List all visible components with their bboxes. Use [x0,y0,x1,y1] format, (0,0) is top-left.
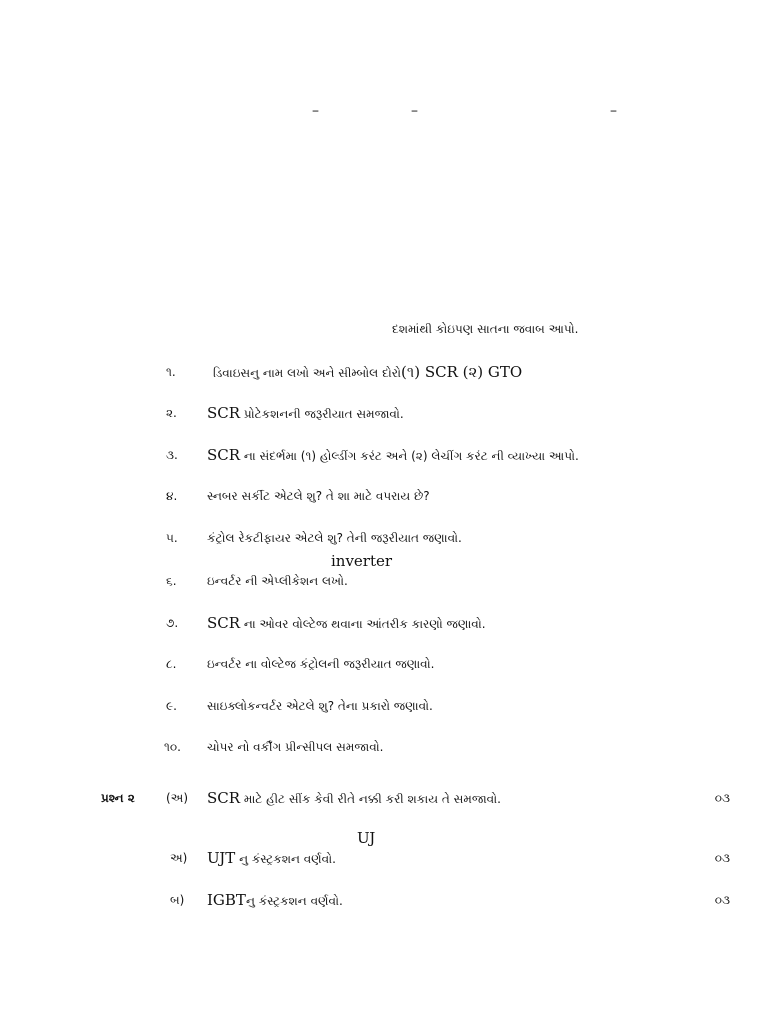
marks: ૦૩ [714,851,730,865]
question-text: IGBTનુ કંસ્ટ્રકશન વર્ણવો. [207,891,343,909]
question-number: ૫. [166,531,178,545]
header-dash-1: – [312,103,319,119]
question-number: ૩. [166,448,178,462]
question-7 [0,612,768,634]
question-9 [0,695,768,717]
question-text: સ્નબર સર્કીટ એટલે શુ? તે શા માટે વપરાય છે? [207,489,430,503]
question-text: ડિવાઇસનુ નામ લખો અને સીમ્બોલ દોરો(૧) SCR (૨) GTO [213,363,523,381]
section-label: પ્રશ્ન ૨ [101,791,135,805]
question-number: ૧. [166,365,176,379]
marks: ૦૩ [714,791,730,805]
question-8 [0,653,768,675]
question-4 [0,485,768,507]
question-text: SCR ના સંદર્ભમા (૧) હોલ્ડીંગ કરંટ અને (૨) લેચીંગ કરંટ ની વ્યાખ્યા આપો. [207,446,579,464]
question-text: SCR પ્રોટેકશનની જરૂરીયાત સમજાવો. [207,404,404,422]
question-number: અ) [170,851,188,865]
question-number: ૭. [166,616,179,630]
annotation-inverter: inverter [331,552,393,570]
question-text: કંટ્રોલ રેકટીફાયર એટલે શુ? તેની જરૂરીયાત જણાવો. [207,531,462,545]
annotation-uj: UJ [357,829,376,847]
header-dash-3: – [610,103,617,119]
question-2 [0,402,768,424]
question-number: ૮. [166,657,177,671]
marks: ૦૩ [714,893,730,907]
section2-alt-b [0,889,768,911]
question-number: (અ) [166,791,189,805]
question-6 [0,570,768,592]
question-text: ઇન્વર્ટર ની એપ્લીકેશન લખો. [207,574,348,588]
instruction-text: દશમાંથી કોઇપણ સાતના જવાબ આપો. [392,322,579,336]
question-text: ચોપર નો વર્કીંગ પ્રીન્સીપલ સમજાવો. [207,740,384,754]
section2-alt-a [0,847,768,869]
question-number: ૪. [166,489,178,503]
section2-main-question [0,787,768,809]
question-3 [0,444,768,466]
question-1 [0,361,768,383]
question-5 [0,527,768,549]
question-10 [0,736,768,758]
header-dash-2: – [411,103,418,119]
question-number: ૧૦. [164,740,181,754]
question-text: UJT નુ કંસ્ટ્રકશન વર્ણવો. [207,849,336,867]
question-number: ૯. [166,699,177,713]
question-number: બ) [170,893,185,907]
question-number: ૬. [166,574,177,588]
question-text: SCR માટે હીટ સીંક કેવી રીતે નક્કી કરી શકાય તે સમજાવો. [207,789,501,807]
question-text: ઇન્વર્ટર ના વોલ્ટેજ કંટ્રોલની જરૂરીયાત જણાવો. [207,657,435,671]
question-text: સાઇક્લોકન્વર્ટર એટલે શુ? તેના પ્રકારો જણાવો. [207,699,433,713]
question-text: SCR ના ઓવર વોલ્ટેજ થવાના આંતરીક કારણો જણાવો. [207,614,486,632]
question-number: ૨. [166,406,177,420]
